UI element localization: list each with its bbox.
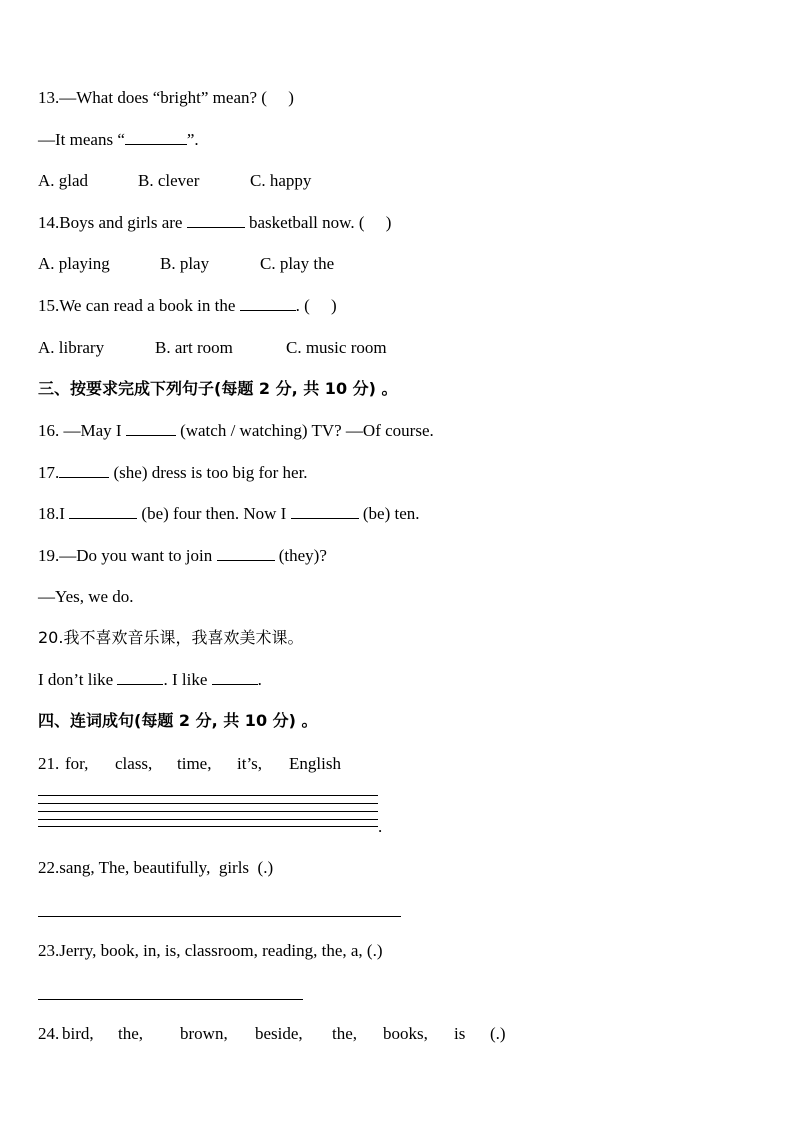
q16-prefix: 16. —May I — [38, 421, 126, 440]
q19-prefix: 19.—Do you want to join — [38, 546, 217, 565]
q21-answer-line[interactable] — [38, 811, 378, 812]
q24-word: the, — [332, 1024, 358, 1043]
q18-suffix: (be) ten. — [358, 504, 420, 523]
q17-prefix: 17. — [38, 463, 60, 482]
q24-word: beside, — [255, 1024, 303, 1043]
q21-word: class, — [115, 754, 153, 773]
q24-word: bird, — [62, 1024, 94, 1043]
q21-answer-line[interactable] — [38, 819, 378, 820]
section-4-heading: 四、连词成句(每题 2 分, 共 10 分) 。 — [38, 711, 318, 730]
q14-option-a[interactable]: A. playing — [38, 254, 110, 273]
q14-option-c[interactable]: C. play the — [260, 254, 335, 273]
q21-answer-line[interactable] — [38, 803, 378, 804]
q21-word: for, — [65, 754, 89, 773]
q19-blank[interactable] — [217, 546, 275, 561]
q22-answer-line[interactable] — [38, 916, 401, 917]
q18-blank-1[interactable] — [69, 504, 137, 519]
q15-question — [38, 296, 337, 316]
q13-blank[interactable] — [125, 130, 187, 145]
q20-prefix: I don’t like — [38, 670, 118, 689]
section-3-heading: 三、按要求完成下列句子(每题 2 分, 共 10 分) 。 — [38, 379, 398, 398]
q19-answer: —Yes, we do. — [38, 587, 134, 606]
q13-options — [38, 171, 311, 191]
q13-option-b[interactable]: B. clever — [138, 171, 200, 190]
q14-suffix: basketball now. ( ) — [244, 213, 392, 232]
q21-number: 21. — [38, 754, 60, 773]
q20-suffix: . — [257, 670, 262, 689]
q13-option-a[interactable]: A. glad — [38, 171, 89, 190]
q23-words: 23.Jerry, book, in, is, classroom, reading, the, a, (.) — [38, 941, 383, 960]
q17-blank[interactable] — [59, 463, 109, 478]
q20-blank-2[interactable] — [212, 670, 258, 685]
q14-blank[interactable] — [187, 213, 245, 228]
q17-suffix: (she) dress is too big for her. — [109, 463, 308, 482]
q21-end-mark: . — [378, 817, 383, 836]
q19-suffix: (they)? — [274, 546, 327, 565]
q24-word: the, — [118, 1024, 144, 1043]
q24-words — [38, 1024, 506, 1044]
q24-word: brown, — [180, 1024, 228, 1043]
q13-answer-suffix: ”. — [186, 130, 199, 149]
q18 — [38, 504, 420, 524]
q20-chinese: 20.我不喜欢音乐课，我喜欢美术课。 — [38, 628, 304, 647]
q21-answer-line[interactable] — [38, 795, 378, 796]
q17 — [38, 463, 308, 483]
q21-words — [38, 754, 341, 774]
q15-option-c[interactable]: C. music room — [286, 338, 387, 357]
q21-word: English — [289, 754, 341, 773]
q24-word: (.) — [490, 1024, 506, 1043]
q22-words: 22.sang, The, beautifully, girls (.) — [38, 858, 274, 877]
q20-english — [38, 670, 262, 690]
q14-options — [38, 254, 334, 274]
q21-word: it’s, — [237, 754, 263, 773]
q24-number: 24. — [38, 1024, 60, 1043]
q18-prefix: 18.I — [38, 504, 70, 523]
q13-option-c[interactable]: C. happy — [250, 171, 312, 190]
q18-blank-2[interactable] — [291, 504, 359, 519]
q13-answer-prefix: —It means “ — [38, 130, 125, 149]
q16 — [38, 421, 434, 441]
q15-blank[interactable] — [240, 296, 296, 311]
q21-answer-line[interactable] — [38, 826, 378, 827]
q24-word: is — [454, 1024, 466, 1043]
q14-option-b[interactable]: B. play — [160, 254, 210, 273]
q15-options — [38, 338, 387, 358]
q14-prefix: 14.Boys and girls are — [38, 213, 187, 232]
q21-word: time, — [177, 754, 212, 773]
q15-option-b[interactable]: B. art room — [155, 338, 233, 357]
q20-blank-1[interactable] — [117, 670, 163, 685]
q13-question: 13.—What does “bright” mean? ( ) — [38, 88, 294, 107]
q23-answer-line[interactable] — [38, 999, 303, 1000]
q16-suffix: (watch / watching) TV? —Of course. — [175, 421, 434, 440]
q24-word: books, — [383, 1024, 428, 1043]
q15-prefix: 15.We can read a book in the — [38, 296, 240, 315]
q18-middle: (be) four then. Now I — [137, 504, 291, 523]
q13-answer-line — [38, 130, 199, 150]
q16-blank[interactable] — [126, 421, 176, 436]
q15-option-a[interactable]: A. library — [38, 338, 105, 357]
q19 — [38, 546, 327, 566]
q20-middle: . I like — [163, 670, 212, 689]
q14-question — [38, 213, 391, 233]
q15-suffix: . ( ) — [295, 296, 337, 315]
